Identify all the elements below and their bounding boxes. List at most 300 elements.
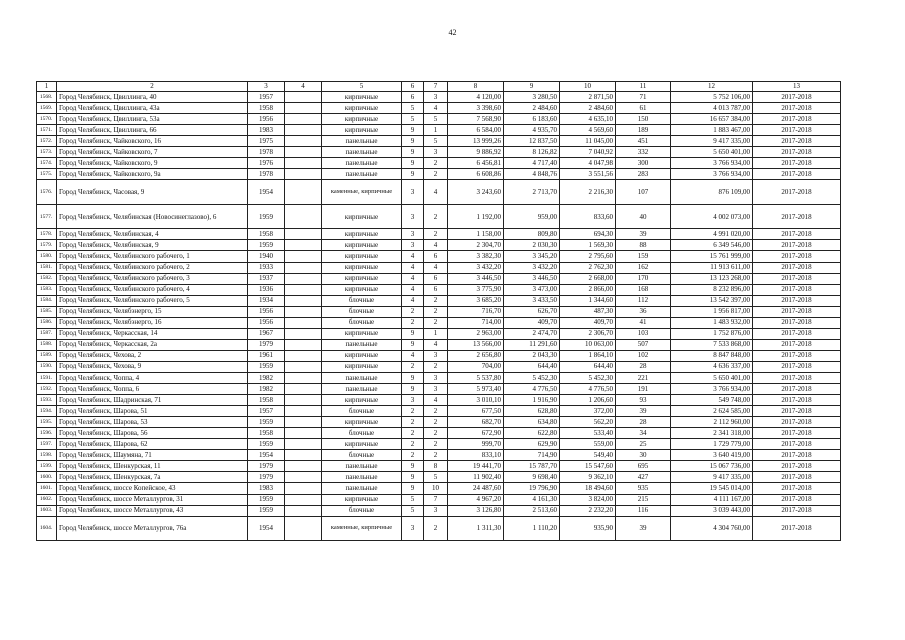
- entrances-cell: 4: [424, 180, 448, 205]
- living-area-cell: 15 787,70: [504, 461, 560, 472]
- floors-cell: 3: [402, 395, 424, 406]
- row-number: 1576.: [37, 180, 57, 205]
- residents-cell: 40: [616, 204, 671, 229]
- address-cell: Город Челябинск, Цвиллинга, 43а: [57, 103, 248, 114]
- empty-cell: [285, 317, 322, 328]
- floors-cell: 9: [402, 125, 424, 136]
- entrances-cell: 5: [424, 136, 448, 147]
- table-row: [37, 406, 841, 417]
- empty-cell: [285, 461, 322, 472]
- entrances-cell: 2: [424, 306, 448, 317]
- total-area-cell: 13 566,00: [448, 339, 504, 350]
- entrances-cell: 8: [424, 461, 448, 472]
- residents-cell: 30: [616, 450, 671, 461]
- total-area-cell: 6 584,00: [448, 125, 504, 136]
- address-cell: Город Челябинск, шоссе Металлургов, 43: [57, 505, 248, 516]
- total-area-cell: 1 158,00: [448, 229, 504, 240]
- entrances-cell: 6: [424, 284, 448, 295]
- period-cell: 2017-2018: [753, 505, 841, 516]
- period-cell: 2017-2018: [753, 328, 841, 339]
- residents-cell: 39: [616, 406, 671, 417]
- period-cell: 2017-2018: [753, 406, 841, 417]
- address-cell: Город Челябинск, шоссе Металлургов, 76а: [57, 516, 248, 541]
- residents-cell: 71: [616, 92, 671, 103]
- residents-cell: 88: [616, 240, 671, 251]
- year-cell: 1967: [248, 328, 285, 339]
- period-cell: 2017-2018: [753, 136, 841, 147]
- cost-cell: 1 883 467,00: [671, 125, 753, 136]
- living-area-cell: 4 935,70: [504, 125, 560, 136]
- cost-cell: 16 657 384,00: [671, 114, 753, 125]
- row-number: 1593.: [37, 395, 57, 406]
- residential-area-cell: 1 864,10: [560, 350, 616, 361]
- row-number: 1594.: [37, 406, 57, 417]
- residents-cell: 168: [616, 284, 671, 295]
- wall-material-cell: кирпичные: [322, 494, 402, 505]
- residential-area-cell: 1 344,60: [560, 295, 616, 306]
- living-area-cell: 809,80: [504, 229, 560, 240]
- address-cell: Город Челябинск, Чехова, 2: [57, 350, 248, 361]
- wall-material-cell: кирпичные: [322, 328, 402, 339]
- cost-cell: 3 640 419,00: [671, 450, 753, 461]
- residents-cell: 28: [616, 361, 671, 372]
- residents-cell: 93: [616, 395, 671, 406]
- wall-material-cell: кирпичные: [322, 417, 402, 428]
- floors-cell: 9: [402, 384, 424, 395]
- table-row: [37, 395, 841, 406]
- empty-cell: [285, 350, 322, 361]
- residential-area-cell: 2 871,50: [560, 92, 616, 103]
- address-cell: Город Челябинск, Цвиллинга, 40: [57, 92, 248, 103]
- floors-cell: 9: [402, 136, 424, 147]
- living-area-cell: 2 513,60: [504, 505, 560, 516]
- entrances-cell: 6: [424, 273, 448, 284]
- period-cell: 2017-2018: [753, 461, 841, 472]
- entrances-cell: 2: [424, 450, 448, 461]
- wall-material-cell: панельные: [322, 147, 402, 158]
- period-cell: 2017-2018: [753, 516, 841, 541]
- year-cell: 1956: [248, 317, 285, 328]
- empty-cell: [285, 428, 322, 439]
- year-cell: 1937: [248, 273, 285, 284]
- empty-cell: [285, 284, 322, 295]
- table-row: [37, 251, 841, 262]
- cost-cell: 4 002 073,00: [671, 204, 753, 229]
- empty-cell: [285, 361, 322, 372]
- residential-area-cell: 3 824,00: [560, 494, 616, 505]
- year-cell: 1982: [248, 384, 285, 395]
- column-header: 12: [671, 82, 753, 92]
- floors-cell: 3: [402, 180, 424, 205]
- column-header: 4: [285, 82, 322, 92]
- column-number-row: [37, 82, 841, 92]
- year-cell: 1956: [248, 306, 285, 317]
- total-area-cell: 4 967,20: [448, 494, 504, 505]
- year-cell: 1979: [248, 472, 285, 483]
- cost-cell: 549 748,00: [671, 395, 753, 406]
- address-cell: Город Челябинск, Челябинского рабочего, 2: [57, 262, 248, 273]
- address-cell: Город Челябинск, Челябинского рабочего, 5: [57, 295, 248, 306]
- residential-area-cell: 9 362,10: [560, 472, 616, 483]
- cost-cell: 11 913 611,00: [671, 262, 753, 273]
- total-area-cell: 704,00: [448, 361, 504, 372]
- table-row: [37, 92, 841, 103]
- cost-cell: 8 847 848,00: [671, 350, 753, 361]
- period-cell: 2017-2018: [753, 240, 841, 251]
- address-cell: Город Челябинск, Шарова, 62: [57, 439, 248, 450]
- empty-cell: [285, 417, 322, 428]
- table-row: [37, 158, 841, 169]
- residential-area-cell: 4 635,10: [560, 114, 616, 125]
- living-area-cell: 3 473,00: [504, 284, 560, 295]
- address-cell: Город Челябинск, Черкасская, 2а: [57, 339, 248, 350]
- floors-cell: 5: [402, 114, 424, 125]
- residential-area-cell: 2 795,60: [560, 251, 616, 262]
- year-cell: 1978: [248, 147, 285, 158]
- cost-cell: 1 483 932,00: [671, 317, 753, 328]
- table-row: [37, 361, 841, 372]
- total-area-cell: 3 382,30: [448, 251, 504, 262]
- floors-cell: 9: [402, 158, 424, 169]
- address-cell: Город Челябинск, Челябинская (Новосинеглазово), 6: [57, 204, 248, 229]
- wall-material-cell: блочные: [322, 306, 402, 317]
- year-cell: 1959: [248, 240, 285, 251]
- table-row: [37, 284, 841, 295]
- period-cell: 2017-2018: [753, 284, 841, 295]
- total-area-cell: 9 886,92: [448, 147, 504, 158]
- living-area-cell: 626,70: [504, 306, 560, 317]
- year-cell: 1961: [248, 350, 285, 361]
- period-cell: 2017-2018: [753, 339, 841, 350]
- period-cell: 2017-2018: [753, 273, 841, 284]
- table-row: [37, 114, 841, 125]
- residents-cell: 107: [616, 180, 671, 205]
- wall-material-cell: панельные: [322, 384, 402, 395]
- entrances-cell: 1: [424, 125, 448, 136]
- row-number: 1590.: [37, 361, 57, 372]
- address-cell: Город Челябинск, Челябинского рабочего, 4: [57, 284, 248, 295]
- period-cell: 2017-2018: [753, 306, 841, 317]
- year-cell: 1954: [248, 180, 285, 205]
- table-row: [37, 169, 841, 180]
- empty-cell: [285, 273, 322, 284]
- cost-cell: 9 417 335,00: [671, 472, 753, 483]
- year-cell: 1936: [248, 284, 285, 295]
- cost-cell: 3 039 443,00: [671, 505, 753, 516]
- total-area-cell: 5 537,80: [448, 372, 504, 383]
- floors-cell: 6: [402, 92, 424, 103]
- year-cell: 1954: [248, 516, 285, 541]
- empty-cell: [285, 251, 322, 262]
- residents-cell: 102: [616, 350, 671, 361]
- living-area-cell: 2 713,70: [504, 180, 560, 205]
- empty-cell: [285, 240, 322, 251]
- period-cell: 2017-2018: [753, 204, 841, 229]
- living-area-cell: 1 916,90: [504, 395, 560, 406]
- table-row: [37, 136, 841, 147]
- residential-area-cell: 2 232,20: [560, 505, 616, 516]
- wall-material-cell: кирпичные: [322, 273, 402, 284]
- living-area-cell: 714,90: [504, 450, 560, 461]
- table-row: [37, 505, 841, 516]
- cost-cell: 19 545 014,00: [671, 483, 753, 494]
- entrances-cell: 10: [424, 483, 448, 494]
- cost-cell: 2 112 960,00: [671, 417, 753, 428]
- row-number: 1588.: [37, 339, 57, 350]
- cost-cell: 13 542 397,00: [671, 295, 753, 306]
- table-row: [37, 125, 841, 136]
- year-cell: 1978: [248, 169, 285, 180]
- empty-cell: [285, 483, 322, 494]
- row-number: 1599.: [37, 461, 57, 472]
- cost-cell: 2 341 318,00: [671, 428, 753, 439]
- residents-cell: 25: [616, 439, 671, 450]
- address-cell: Город Челябинск, Шенкурская, 11: [57, 461, 248, 472]
- entrances-cell: 6: [424, 251, 448, 262]
- row-number: 1577.: [37, 204, 57, 229]
- row-number: 1583.: [37, 284, 57, 295]
- cost-cell: 9 417 335,00: [671, 136, 753, 147]
- empty-cell: [285, 494, 322, 505]
- total-area-cell: 5 973,40: [448, 384, 504, 395]
- table-row: [37, 472, 841, 483]
- residential-area-cell: 3 551,56: [560, 169, 616, 180]
- period-cell: 2017-2018: [753, 483, 841, 494]
- entrances-cell: 2: [424, 439, 448, 450]
- year-cell: 1934: [248, 295, 285, 306]
- table-row: [37, 103, 841, 114]
- year-cell: 1959: [248, 439, 285, 450]
- residents-cell: 935: [616, 483, 671, 494]
- living-area-cell: 622,80: [504, 428, 560, 439]
- residential-area-cell: 559,00: [560, 439, 616, 450]
- residential-area-cell: 2 306,70: [560, 328, 616, 339]
- entrances-cell: 2: [424, 158, 448, 169]
- wall-material-cell: панельные: [322, 461, 402, 472]
- address-cell: Город Челябинск, Чоппа, 4: [57, 372, 248, 383]
- cost-cell: 15 761 999,00: [671, 251, 753, 262]
- address-cell: Город Челябинск, Чайковского, 7: [57, 147, 248, 158]
- total-area-cell: 672,90: [448, 428, 504, 439]
- empty-cell: [285, 158, 322, 169]
- wall-material-cell: кирпичные: [322, 350, 402, 361]
- table-row: [37, 339, 841, 350]
- period-cell: 2017-2018: [753, 180, 841, 205]
- table-row: [37, 273, 841, 284]
- entrances-cell: 3: [424, 384, 448, 395]
- wall-material-cell: кирпичные: [322, 204, 402, 229]
- year-cell: 1958: [248, 395, 285, 406]
- living-area-cell: 4 717,40: [504, 158, 560, 169]
- living-area-cell: 3 432,20: [504, 262, 560, 273]
- residents-cell: 34: [616, 428, 671, 439]
- empty-cell: [285, 372, 322, 383]
- row-number: 1602.: [37, 494, 57, 505]
- residential-area-cell: 15 547,60: [560, 461, 616, 472]
- total-area-cell: 6 456,81: [448, 158, 504, 169]
- wall-material-cell: блочные: [322, 450, 402, 461]
- period-cell: 2017-2018: [753, 103, 841, 114]
- residential-area-cell: 644,40: [560, 361, 616, 372]
- total-area-cell: 3 432,20: [448, 262, 504, 273]
- period-cell: 2017-2018: [753, 229, 841, 240]
- living-area-cell: 959,00: [504, 204, 560, 229]
- table-row: [37, 229, 841, 240]
- year-cell: 1979: [248, 339, 285, 350]
- residential-area-cell: 5 452,30: [560, 372, 616, 383]
- total-area-cell: 714,00: [448, 317, 504, 328]
- floors-cell: 9: [402, 169, 424, 180]
- empty-cell: [285, 384, 322, 395]
- residential-area-cell: 2 668,00: [560, 273, 616, 284]
- table-row: [37, 372, 841, 383]
- floors-cell: 5: [402, 505, 424, 516]
- wall-material-cell: блочные: [322, 505, 402, 516]
- row-number: 1580.: [37, 251, 57, 262]
- cost-cell: 8 232 896,00: [671, 284, 753, 295]
- table-row: [37, 295, 841, 306]
- residents-cell: 427: [616, 472, 671, 483]
- residents-cell: 39: [616, 229, 671, 240]
- row-number: 1603.: [37, 505, 57, 516]
- table-row: [37, 439, 841, 450]
- total-area-cell: 716,70: [448, 306, 504, 317]
- living-area-cell: 4 848,76: [504, 169, 560, 180]
- total-area-cell: 3 446,50: [448, 273, 504, 284]
- cost-cell: 1 956 817,00: [671, 306, 753, 317]
- table-row: [37, 180, 841, 205]
- floors-cell: 2: [402, 361, 424, 372]
- living-area-cell: 5 452,30: [504, 372, 560, 383]
- total-area-cell: 3 775,90: [448, 284, 504, 295]
- column-header: 6: [402, 82, 424, 92]
- residents-cell: 39: [616, 516, 671, 541]
- living-area-cell: 3 280,50: [504, 92, 560, 103]
- period-cell: 2017-2018: [753, 450, 841, 461]
- year-cell: 1982: [248, 372, 285, 383]
- wall-material-cell: блочные: [322, 428, 402, 439]
- row-number: 1587.: [37, 328, 57, 339]
- empty-cell: [285, 103, 322, 114]
- wall-material-cell: каменные, кирпичные: [322, 516, 402, 541]
- column-header: 3: [248, 82, 285, 92]
- living-area-cell: 12 837,50: [504, 136, 560, 147]
- entrances-cell: 2: [424, 516, 448, 541]
- address-cell: Город Челябинск, Чайковского, 9а: [57, 169, 248, 180]
- table-row: [37, 317, 841, 328]
- entrances-cell: 3: [424, 372, 448, 383]
- living-area-cell: 9 698,40: [504, 472, 560, 483]
- table-row: [37, 350, 841, 361]
- address-cell: Город Челябинск, шоссе Металлургов, 31: [57, 494, 248, 505]
- row-number: 1591.: [37, 372, 57, 383]
- period-cell: 2017-2018: [753, 417, 841, 428]
- floors-cell: 9: [402, 328, 424, 339]
- residential-area-cell: 1 569,30: [560, 240, 616, 251]
- table-row: [37, 306, 841, 317]
- period-cell: 2017-2018: [753, 384, 841, 395]
- wall-material-cell: блочные: [322, 406, 402, 417]
- living-area-cell: 6 183,60: [504, 114, 560, 125]
- address-cell: Город Челябинск, Шарова, 53: [57, 417, 248, 428]
- empty-cell: [285, 516, 322, 541]
- empty-cell: [285, 339, 322, 350]
- wall-material-cell: блочные: [322, 317, 402, 328]
- entrances-cell: 4: [424, 262, 448, 273]
- floors-cell: 3: [402, 240, 424, 251]
- residential-area-cell: 18 494,60: [560, 483, 616, 494]
- residents-cell: 283: [616, 169, 671, 180]
- period-cell: 2017-2018: [753, 251, 841, 262]
- period-cell: 2017-2018: [753, 158, 841, 169]
- empty-cell: [285, 180, 322, 205]
- residential-area-cell: 4 776,50: [560, 384, 616, 395]
- empty-cell: [285, 395, 322, 406]
- living-area-cell: 644,40: [504, 361, 560, 372]
- entrances-cell: 1: [424, 328, 448, 339]
- total-area-cell: 3 685,20: [448, 295, 504, 306]
- address-cell: Город Челябинск, Часовая, 9: [57, 180, 248, 205]
- empty-cell: [285, 262, 322, 273]
- floors-cell: 4: [402, 262, 424, 273]
- period-cell: 2017-2018: [753, 262, 841, 273]
- total-area-cell: 24 487,60: [448, 483, 504, 494]
- living-area-cell: 19 796,90: [504, 483, 560, 494]
- floors-cell: 2: [402, 306, 424, 317]
- address-cell: Город Челябинск, Челябинская, 4: [57, 229, 248, 240]
- cost-cell: 13 123 268,00: [671, 273, 753, 284]
- residents-cell: 451: [616, 136, 671, 147]
- row-number: 1571.: [37, 125, 57, 136]
- cost-cell: 3 766 934,00: [671, 169, 753, 180]
- living-area-cell: 11 291,60: [504, 339, 560, 350]
- table-row: [37, 461, 841, 472]
- total-area-cell: 2 304,70: [448, 240, 504, 251]
- table-row: [37, 384, 841, 395]
- entrances-cell: 2: [424, 229, 448, 240]
- cost-cell: 1 729 779,00: [671, 439, 753, 450]
- row-number: 1601.: [37, 483, 57, 494]
- year-cell: 1959: [248, 494, 285, 505]
- wall-material-cell: кирпичные: [322, 125, 402, 136]
- cost-cell: 4 991 020,00: [671, 229, 753, 240]
- period-cell: 2017-2018: [753, 125, 841, 136]
- table-row: [37, 417, 841, 428]
- living-area-cell: 409,70: [504, 317, 560, 328]
- empty-cell: [285, 472, 322, 483]
- address-cell: Город Челябинск, Чайковского, 9: [57, 158, 248, 169]
- wall-material-cell: панельные: [322, 158, 402, 169]
- row-number: 1578.: [37, 229, 57, 240]
- floors-cell: 3: [402, 204, 424, 229]
- row-number: 1574.: [37, 158, 57, 169]
- cost-cell: 5 650 401,00: [671, 147, 753, 158]
- address-cell: Город Челябинск, Чоппа, 6: [57, 384, 248, 395]
- living-area-cell: 3 345,20: [504, 251, 560, 262]
- empty-cell: [285, 406, 322, 417]
- floors-cell: 9: [402, 461, 424, 472]
- floors-cell: 4: [402, 295, 424, 306]
- floors-cell: 2: [402, 406, 424, 417]
- row-number: 1581.: [37, 262, 57, 273]
- cost-cell: 3 766 934,00: [671, 158, 753, 169]
- floors-cell: 5: [402, 494, 424, 505]
- row-number: 1584.: [37, 295, 57, 306]
- residential-area-cell: 694,30: [560, 229, 616, 240]
- year-cell: 1958: [248, 103, 285, 114]
- column-header: 10: [560, 82, 616, 92]
- year-cell: 1957: [248, 406, 285, 417]
